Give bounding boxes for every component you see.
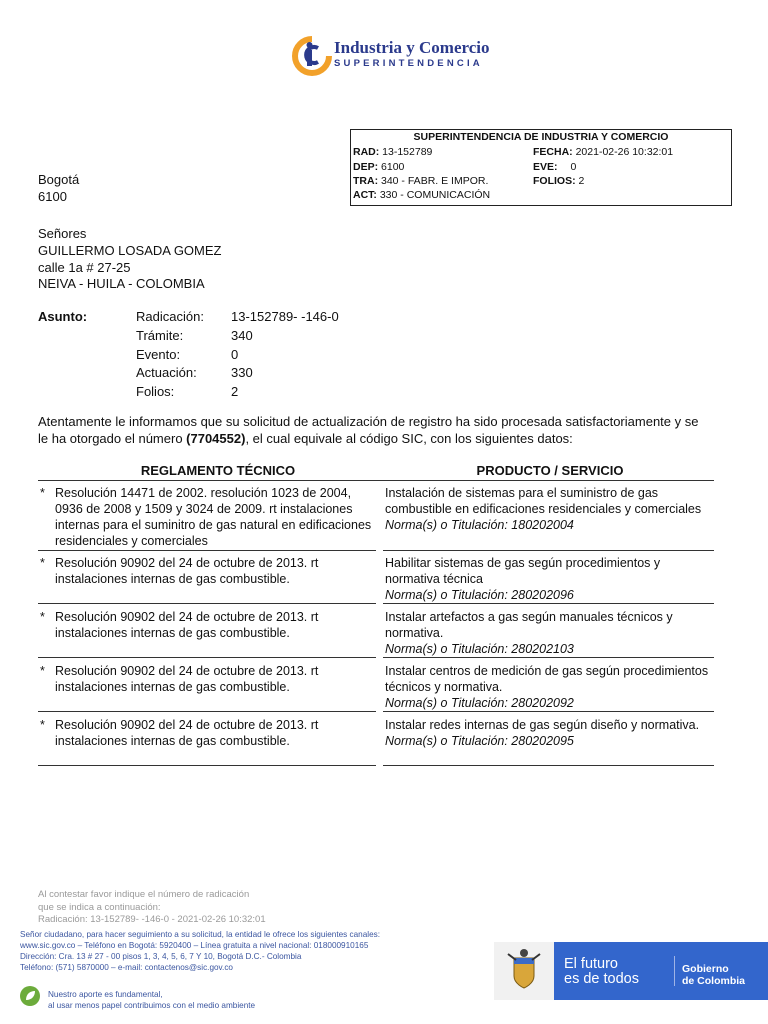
folios-label: FOLIOS:: [533, 175, 576, 187]
row-norma: Norma(s) o Titulación: 280202103: [385, 642, 574, 656]
sic-logo: [292, 36, 492, 80]
asunto-item-value: 0: [231, 347, 239, 362]
table-divider: [38, 603, 376, 604]
asunto-item-value: 340: [231, 328, 253, 343]
eve-value: 0: [570, 161, 577, 173]
fecha-field: [533, 146, 673, 158]
row-producto-text: Habilitar sistemas de gas según procedimientos y normativa técnica: [385, 556, 661, 586]
gobierno-line: Gobierno: [682, 963, 729, 975]
dep-field: [353, 161, 404, 173]
table-divider: [38, 765, 376, 766]
table-divider: [38, 711, 376, 712]
row-norma: Norma(s) o Titulación: 280202096: [385, 588, 574, 602]
footer-note-line: Radicación: 13-152789- -146-0 - 2021-02-26 10:32:01: [38, 914, 266, 925]
row-bullet: *: [40, 486, 45, 500]
body-line-1: Atentamente le informamos que su solicitud de actualización de registro ha sido procesada satisfactoriamente y se: [38, 414, 699, 429]
table-divider: [38, 657, 376, 658]
asunto-label: Asunto:: [38, 309, 88, 324]
asunto-item-label: Evento:: [136, 347, 181, 362]
row-producto-text: Instalar artefactos a gas según manuales técnicos y normativa.: [385, 610, 673, 640]
dep-code: 6100: [38, 189, 67, 204]
dep-label: DEP:: [353, 161, 379, 173]
table-divider: [383, 765, 714, 766]
asunto-item-value: 13-152789- -146-0: [231, 309, 339, 324]
row-norma: Norma(s) o Titulación: 280202092: [385, 696, 574, 710]
row-reglamento: Resolución 90902 del 24 de octubre de 2013. rt instalaciones internas de gas combustible.: [55, 664, 319, 694]
gobierno-blue-panel: [554, 942, 768, 1000]
folios-value: 2: [578, 175, 585, 187]
row-norma: Norma(s) o Titulación: 180202004: [385, 518, 574, 532]
row-producto-text: Instalar redes internas de gas según diseño y normativa.: [385, 718, 700, 732]
tra-label: TRA:: [353, 175, 379, 187]
eco-text: [48, 989, 255, 1011]
radication-box: [350, 129, 732, 206]
row-producto: [385, 485, 715, 533]
footer-note-line: Al contestar favor indique el número de radicación: [38, 889, 250, 900]
gobierno-de-colombia: [682, 963, 745, 987]
col-header-producto: PRODUCTO / SERVICIO: [476, 463, 624, 478]
footer-note: [38, 889, 266, 927]
row-bullet: *: [40, 610, 45, 624]
table-divider: [383, 550, 714, 551]
row-producto: [385, 663, 715, 711]
fecha-label: FECHA:: [533, 146, 573, 158]
colombia-shield-icon: [494, 942, 554, 1000]
row-producto: [385, 609, 715, 657]
brand-title: Industria y Comercio: [334, 38, 490, 57]
act-label: ACT:: [353, 189, 377, 201]
tra-field: [353, 175, 488, 187]
col-header-reglamento: REGLAMENTO TÉCNICO: [140, 463, 296, 478]
footer-contact: [20, 929, 380, 973]
body-line-2-start: le ha otorgado el número: [38, 431, 187, 446]
leaf-icon: [20, 986, 40, 1006]
row-producto-text: Instalar centros de medición de gas según procedimientos técnicos y normativa.: [385, 664, 709, 694]
body-line-2-end: , el cual equivale al código SIC, con los siguientes datos:: [245, 431, 573, 446]
table-divider: [38, 550, 376, 551]
asunto-item-value: 330: [231, 365, 253, 380]
contact-line: Teléfono: (571) 5870000 – e-mail: contactenos@sic.gov.co: [20, 963, 233, 972]
body-line-2: [38, 430, 728, 447]
eco-line: al usar menos papel contribuimos con el medio ambiente: [48, 1001, 256, 1010]
recipient-address: calle 1a # 27-25: [38, 260, 131, 275]
contact-line: Dirección: Cra. 13 # 27 - 00 pisos 1, 3, 4, 5, 6, 7 Y 10, Bogotá D.C.- Colombia: [20, 952, 302, 961]
city: Bogotá: [38, 172, 80, 187]
recipient-city: NEIVA - HUILA - COLOMBIA: [38, 276, 205, 291]
salutation: Señores: [38, 226, 87, 241]
row-producto-text: Instalación de sistemas para el suministro de gas combustible en edificaciones residenciales y comerciales: [385, 486, 702, 516]
dep-value: 6100: [381, 161, 405, 173]
gobierno-line: de Colombia: [682, 975, 746, 987]
eve-field: [533, 161, 576, 173]
folios-field: [533, 175, 584, 187]
table-divider: [38, 480, 714, 481]
gobierno-banner: [494, 942, 768, 1000]
row-reglamento: Resolución 90902 del 24 de octubre de 2013. rt instalaciones internas de gas combustible.: [55, 610, 319, 640]
row-reglamento: Resolución 90902 del 24 de octubre de 2013. rt instalaciones internas de gas combustible.: [55, 556, 319, 586]
assigned-number: (7704552): [186, 431, 246, 446]
row-reglamento: Resolución 90902 del 24 de octubre de 2013. rt instalaciones internas de gas combustible.: [55, 718, 319, 748]
rad-value: 13-152789: [382, 146, 433, 158]
table-divider: [383, 603, 714, 604]
row-producto: [385, 717, 715, 749]
banner-divider: [674, 956, 675, 986]
radication-box-title: SUPERINTENDENCIA DE INDUSTRIA Y COMERCIO: [413, 131, 669, 143]
row-producto: [385, 555, 715, 603]
rad-label: RAD:: [353, 146, 380, 158]
slogan-line: es de todos: [564, 971, 639, 987]
table-divider: [383, 711, 714, 712]
row-bullet: *: [40, 664, 45, 678]
sic-logo-icon: [292, 36, 332, 76]
act-field: [353, 189, 490, 201]
row-bullet: *: [40, 718, 45, 732]
recipient-name: GUILLERMO LOSADA GOMEZ: [38, 243, 222, 258]
slogan-line: El futuro: [564, 956, 618, 972]
footer-note-line: que se indica a continuación:: [38, 901, 161, 913]
fecha-value: 2021-02-26 10:32:01: [575, 146, 674, 158]
body-paragraph: [38, 413, 728, 447]
asunto-item-label: Actuación:: [136, 365, 197, 380]
contact-line: www.sic.gov.co – Teléfono en Bogotá: 5920400 – Línea gratuita a nivel nacional: 018000910165: [20, 941, 369, 950]
row-norma: Norma(s) o Titulación: 280202095: [385, 734, 574, 748]
eve-label: EVE:: [533, 161, 558, 173]
asunto-item-value: 2: [231, 384, 239, 399]
asunto-item-label: Radicación:: [136, 309, 204, 324]
eco-line: Nuestro aporte es fundamental,: [48, 990, 163, 999]
row-reglamento: Resolución 14471 de 2002. resolución 1023 de 2004, 0936 de 2008 y 1509 y 3024 de 2009. rt instalaciones internas para el suminitro de gas natural en edificaciones residenciales y comerciales: [55, 486, 372, 548]
asunto-item-label: Folios:: [136, 384, 175, 399]
asunto-item-label: Trámite:: [136, 328, 184, 343]
table-divider: [383, 657, 714, 658]
slogan: [564, 957, 639, 987]
rad-field: [353, 146, 432, 158]
brand-subtitle: SUPERINTENDENCIA: [334, 58, 483, 69]
contact-line: Señor ciudadano, para hacer seguimiento a su solicitud, la entidad le ofrece los siguientes canales:: [20, 930, 381, 939]
tra-value: 340 - FABR. E IMPOR.: [381, 175, 489, 187]
act-value: 330 - COMUNICACIÓN: [379, 189, 491, 201]
row-bullet: *: [40, 556, 45, 570]
